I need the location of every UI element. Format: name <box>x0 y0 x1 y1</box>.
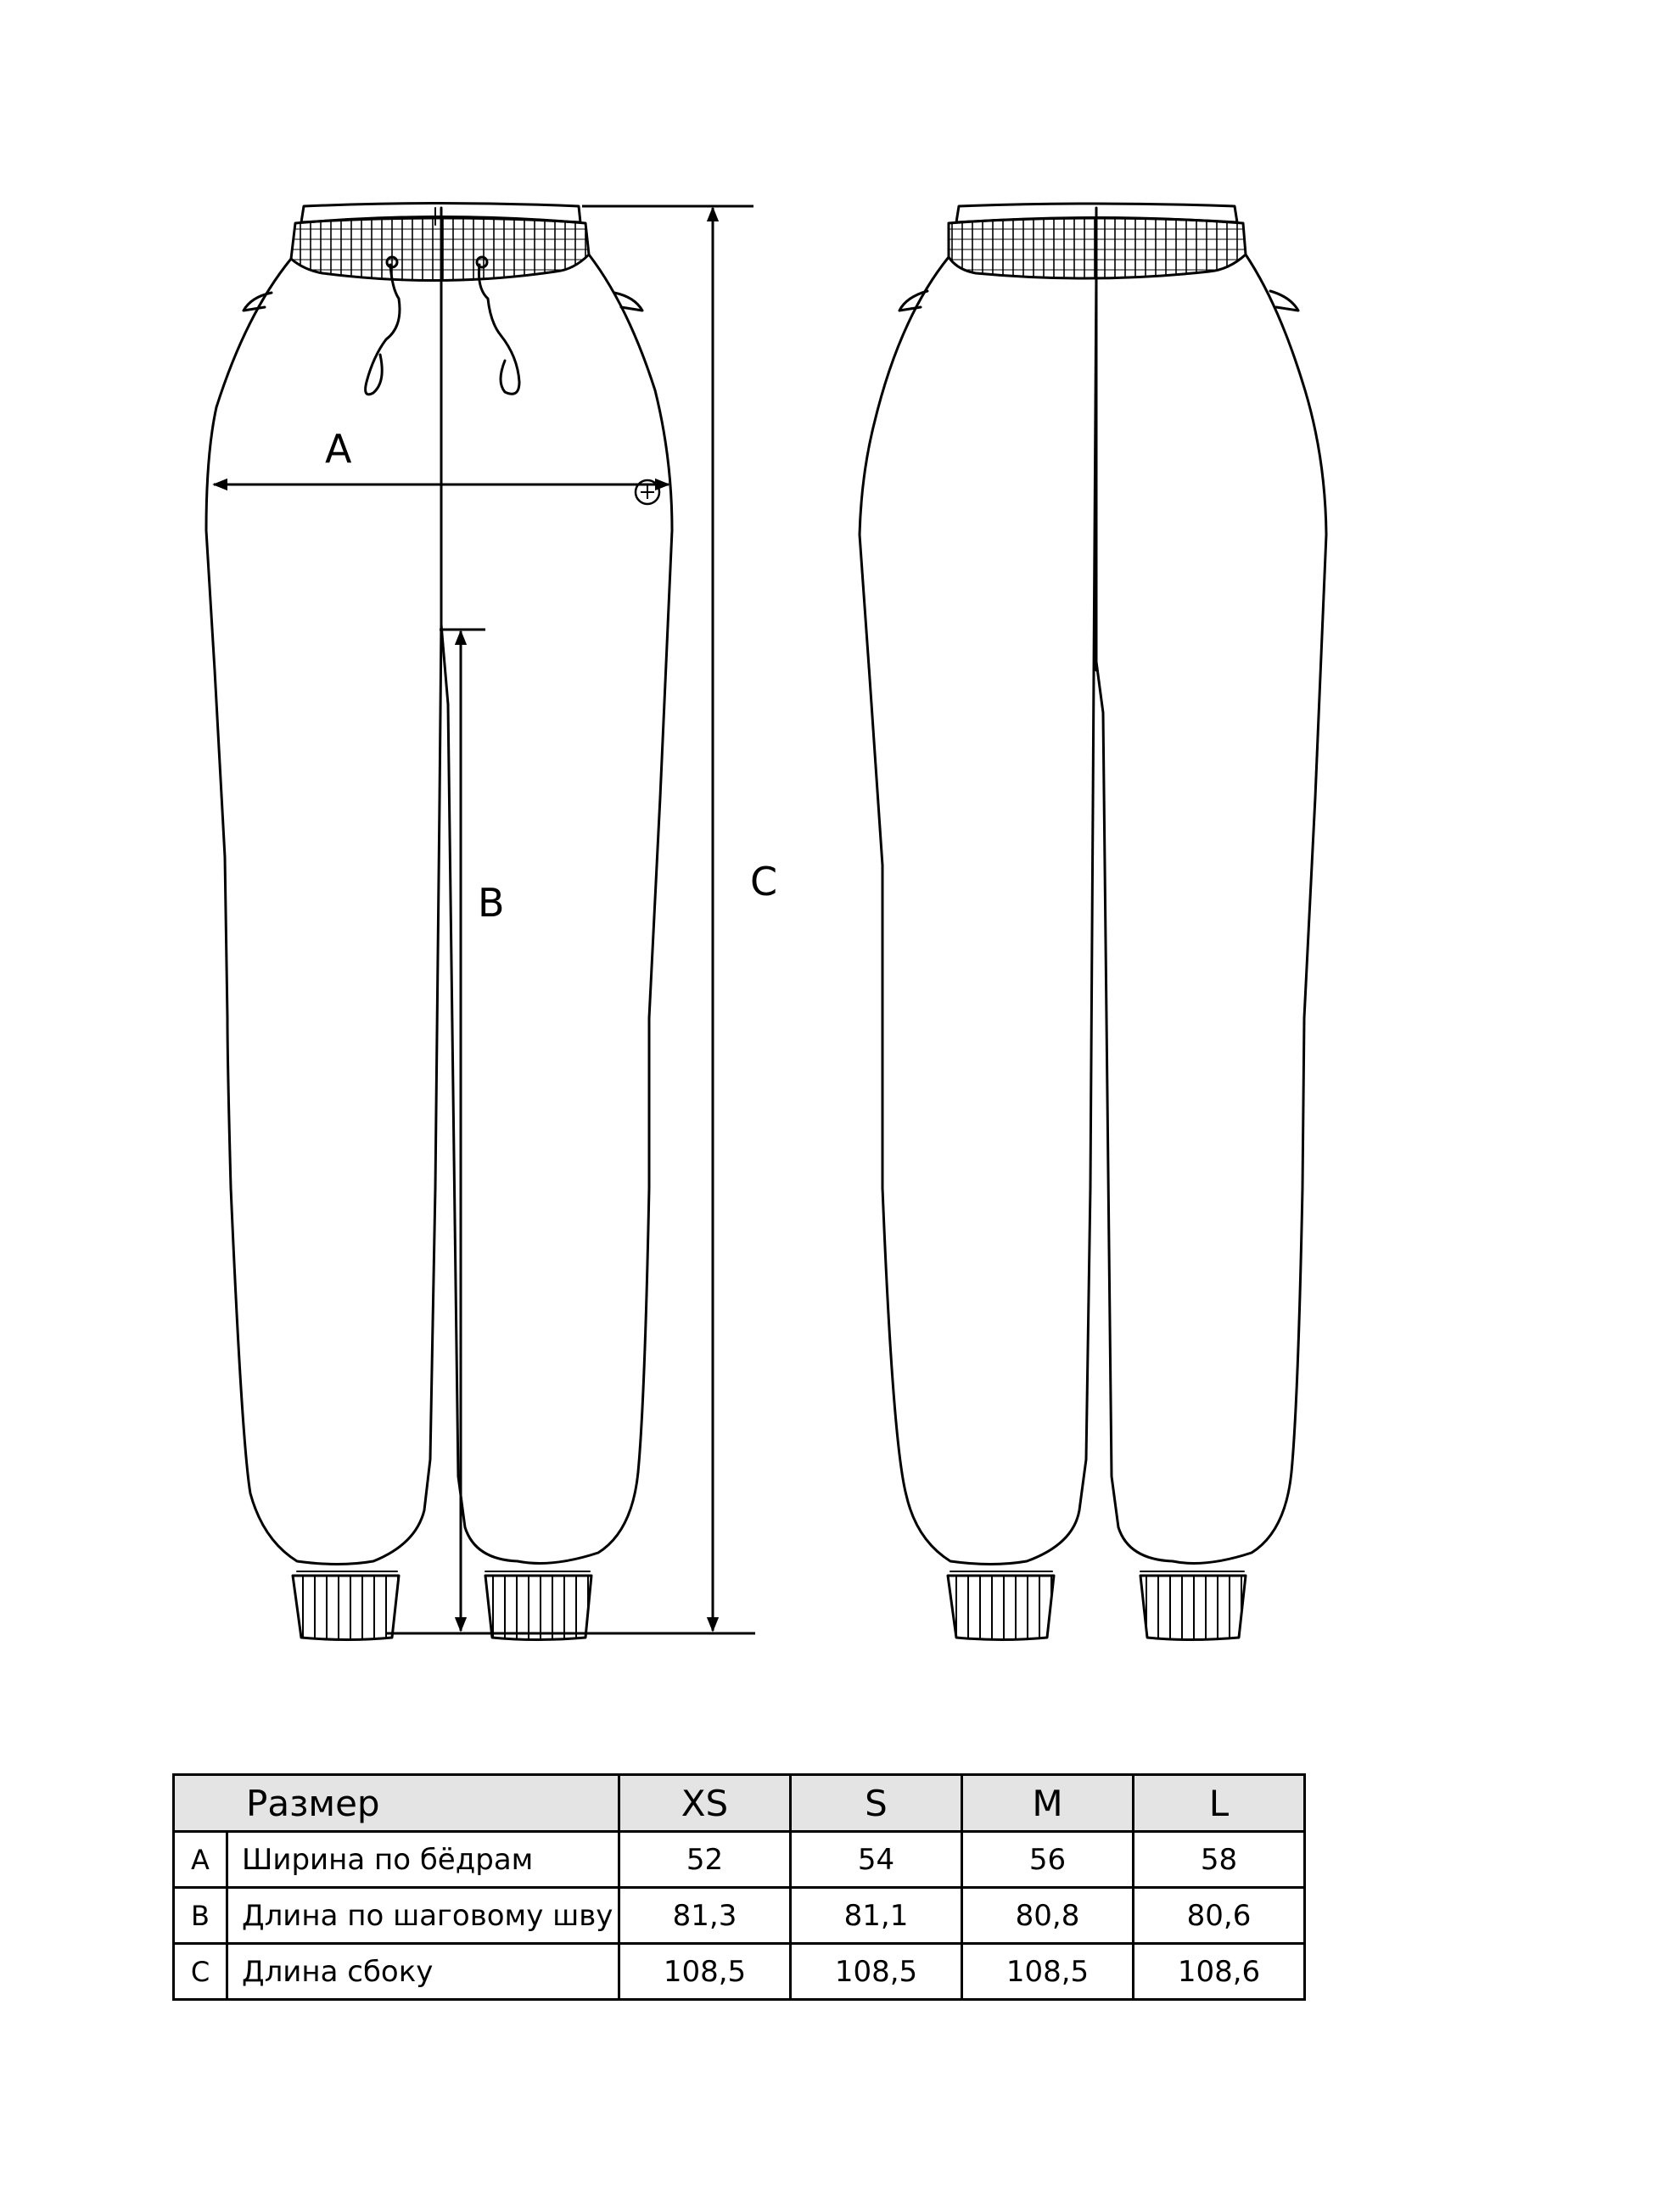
label-c: C <box>750 859 778 904</box>
label-a: A <box>325 426 352 472</box>
row-value: 108,5 <box>791 1944 962 2000</box>
row-name: Длина по шаговому шву <box>227 1888 619 1944</box>
back-right-leg <box>1096 255 1326 1563</box>
row-code: B <box>174 1888 227 1944</box>
row-value: 108,5 <box>962 1944 1134 2000</box>
row-value: 81,3 <box>619 1888 791 1944</box>
front-left-cuff <box>293 1576 399 1640</box>
row-value: 54 <box>791 1832 962 1888</box>
size-table-header <box>174 1775 1305 1832</box>
row-value: 108,5 <box>619 1944 791 2000</box>
row-value: 52 <box>619 1832 791 1888</box>
table-row <box>174 1832 1305 1888</box>
back-right-cuff <box>1140 1576 1246 1640</box>
back-left-leg <box>860 257 1096 1565</box>
label-b: B <box>478 880 505 926</box>
header-size-s: S <box>791 1775 962 1832</box>
row-code: A <box>174 1832 227 1888</box>
front-left-leg <box>206 259 441 1565</box>
table-row <box>174 1944 1305 2000</box>
row-value: 56 <box>962 1832 1134 1888</box>
front-right-cuff <box>485 1576 591 1640</box>
table-row <box>174 1888 1305 1944</box>
size-table <box>172 1773 1306 2001</box>
front-drawstring-left <box>366 265 400 395</box>
front-drawstring-right <box>479 265 519 394</box>
row-code: C <box>174 1944 227 2000</box>
row-value: 80,8 <box>962 1888 1134 1944</box>
header-size-title: Размер <box>174 1775 619 1832</box>
back-view <box>860 204 1326 1640</box>
back-left-cuff <box>948 1576 1054 1640</box>
row-value: 108,6 <box>1134 1944 1305 2000</box>
front-right-leg <box>441 255 672 1563</box>
front-view <box>206 204 672 1640</box>
row-name: Длина сбоку <box>227 1944 619 2000</box>
header-size-m: M <box>962 1775 1134 1832</box>
row-name: Ширина по бёдрам <box>227 1832 619 1888</box>
header-size-xs: XS <box>619 1775 791 1832</box>
row-value: 81,1 <box>791 1888 962 1944</box>
row-value: 80,6 <box>1134 1888 1305 1944</box>
row-value: 58 <box>1134 1832 1305 1888</box>
header-size-l: L <box>1134 1775 1305 1832</box>
